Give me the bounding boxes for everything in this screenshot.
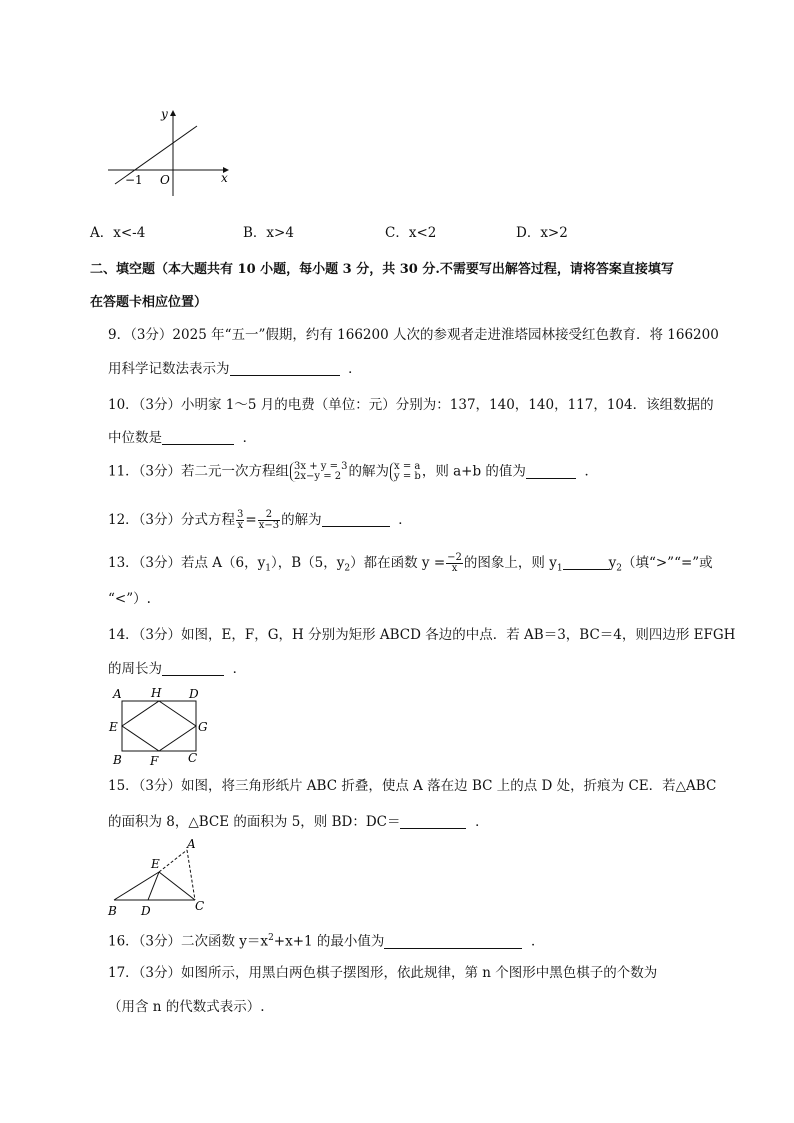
q11-pre: 11．（3分）若二元一次方程组 xyxy=(108,463,290,480)
neg-one-label: −1 xyxy=(125,173,143,187)
section2-title-line2: 在答题卡相应位置） xyxy=(90,295,208,310)
q12-fraction1 xyxy=(236,510,244,531)
q13-answer-blank[interactable] xyxy=(563,555,609,570)
q12-fraction2 xyxy=(258,510,280,531)
label-b: B xyxy=(113,753,122,767)
q11-end: ． xyxy=(584,463,599,480)
rectangle-figure xyxy=(108,684,216,768)
q8-option-a: A．x<-4 xyxy=(90,225,146,241)
origin-label: O xyxy=(160,173,170,187)
q16-line xyxy=(108,929,545,951)
q10-line2 xyxy=(108,429,256,447)
q11-sys1-eq1: 3x + y = 3 xyxy=(294,461,348,472)
q15-answer-blank[interactable] xyxy=(400,814,466,829)
q12-pre: 12．（3分）分式方程 xyxy=(108,512,236,528)
label-f: F xyxy=(150,754,159,768)
q11-mid: 的解为 xyxy=(348,463,390,480)
q12-f1-den: x xyxy=(237,520,244,531)
q10-line1: 10．（3分）小明家 1～5 月的电费（单位：元）分别为：137，140，140，117，104．该组数据的 xyxy=(108,397,714,413)
q16-mid: +x+1 的最小值为 xyxy=(273,933,385,950)
q11-sys2-eq2: y = b xyxy=(394,471,421,482)
label-a: A xyxy=(187,837,196,851)
q9-answer-blank[interactable] xyxy=(230,361,340,376)
label-e: E xyxy=(109,720,118,734)
q11-answer-blank[interactable] xyxy=(526,464,576,479)
q13-f-den: x xyxy=(451,563,458,574)
q16-end: ． xyxy=(531,933,545,950)
q10-text: 中位数是 xyxy=(108,430,162,446)
q13-mid3: 的图象上，则 y xyxy=(463,555,557,571)
q13-sub4: 2 xyxy=(616,563,622,574)
q11-post: ，则 a+b 的值为 xyxy=(421,463,526,480)
label-g: G xyxy=(198,720,208,734)
q15-line2 xyxy=(108,813,489,831)
q12-f1-num: 3 xyxy=(237,509,244,520)
q13-line2: “<”）. xyxy=(108,591,151,607)
q9-line1: 9．（3分）2025 年“五一”假期，约有 166200 人次的参观者走进淮塔园林接受红色教育．将 166200 xyxy=(108,327,719,343)
q12-answer-blank[interactable] xyxy=(322,512,390,527)
q10-end: ． xyxy=(242,430,257,446)
q13-sub1: 1 xyxy=(265,563,272,574)
q13-f-num: −2 xyxy=(447,552,462,563)
q11-system1 xyxy=(290,462,348,482)
x-axis-label: x xyxy=(221,171,228,185)
q13-mid4: y xyxy=(608,555,617,571)
q16-answer-blank[interactable] xyxy=(384,934,522,949)
q8-option-b: B．x>4 xyxy=(243,225,294,241)
q13-post: （填“>”“=”或 xyxy=(621,555,713,571)
triangle-fold-figure xyxy=(105,836,215,920)
q13-sub3: 1 xyxy=(556,563,563,574)
q8-option-c: C．x<2 xyxy=(385,225,437,241)
q9-end: ． xyxy=(348,361,362,377)
q13-fraction xyxy=(446,553,463,574)
q12-post: 的解为 xyxy=(281,512,322,528)
q14-text: 的周长为 xyxy=(108,661,162,677)
q14-answer-blank[interactable] xyxy=(162,661,224,676)
linear-function-graph xyxy=(105,104,235,200)
q12-line xyxy=(108,510,412,531)
label-e: E xyxy=(151,857,160,871)
q12-eq: = xyxy=(245,512,257,528)
label-d: D xyxy=(189,687,199,701)
q10-answer-blank[interactable] xyxy=(162,430,234,445)
q17-line1: 17．（3分）如图所示，用黑白两色棋子摆图形，依此规律，第 n 个图形中黑色棋子的个数为 xyxy=(108,965,658,981)
label-a: A xyxy=(113,687,122,701)
q14-line1: 14．（3分）如图，E，F，G，H 分别为矩形 ABCD 各边的中点．若 AB＝3，BC＝4，则四边形 EFGH xyxy=(108,627,736,643)
q14-line2 xyxy=(108,660,246,678)
q15-text: 的面积为 8，△BCE 的面积为 5，则 BD：DC＝ xyxy=(108,814,401,830)
label-c: C xyxy=(188,751,198,765)
q8-option-d: D．x>2 xyxy=(516,225,568,241)
label-c: C xyxy=(195,899,205,913)
q9-text: 用科学记数法表示为 xyxy=(108,361,230,377)
q13-sub2: 2 xyxy=(344,563,351,574)
q15-end: ． xyxy=(475,814,489,830)
q12-end: ． xyxy=(398,512,412,528)
q11-sys1-eq2: 2x−y = 2 xyxy=(294,471,342,482)
label-d: D xyxy=(141,904,151,918)
section2-title-line1: 二、填空题（本大题共有 10 小题，每小题 3 分，共 30 分.不需要写出解答过程，请将答案直接填写 xyxy=(90,262,674,277)
label-b: B xyxy=(108,904,117,918)
q15-line1: 15．（3分）如图，将三角形纸片 ABC 折叠，使点 A 落在边 BC 上的点 D 处，折痕为 CE．若△ABC xyxy=(108,778,717,794)
q13-mid2: ）都在函数 y = xyxy=(350,555,446,571)
q9-line2 xyxy=(108,360,362,378)
q16-pre: 16．（3分）二次函数 y＝x xyxy=(108,933,269,950)
q11-line xyxy=(108,462,598,482)
q11-system2 xyxy=(390,462,421,482)
q16-sup: 2 xyxy=(268,933,274,943)
q12-f2-num: 2 xyxy=(258,510,280,521)
q13-mid1: ），B（5，y xyxy=(271,555,345,571)
q17-line2: （用含 n 的代数式表示）. xyxy=(108,999,265,1015)
q11-sys2-eq1: x = a xyxy=(394,461,421,472)
label-h: H xyxy=(151,686,162,700)
q13-line1 xyxy=(108,553,713,578)
q13-pre: 13．（3分）若点 A（6，y xyxy=(108,555,266,571)
q14-end: ． xyxy=(232,661,247,677)
q12-f2-den: x−3 xyxy=(258,520,280,531)
y-axis-label: y xyxy=(161,107,168,121)
